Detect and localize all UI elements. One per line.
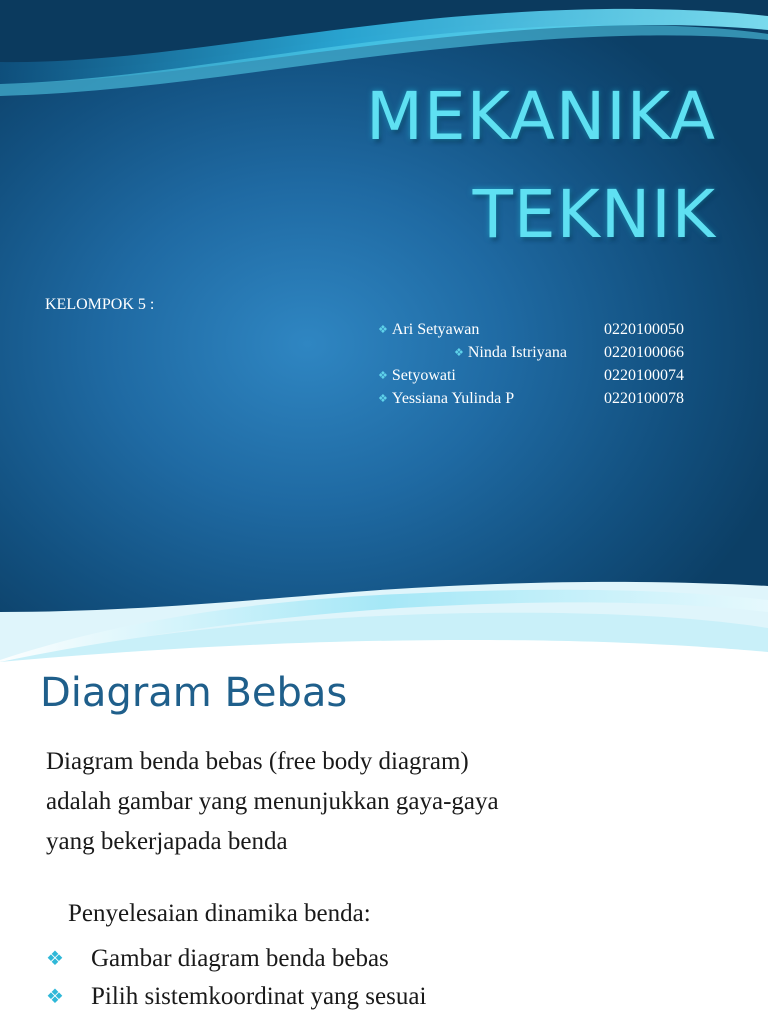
- member-nim: 0220100078: [604, 390, 684, 407]
- description-line-2: adalah gambar yang menunjukkan gaya-gaya: [46, 788, 499, 815]
- member-nim: 0220100050: [604, 321, 684, 338]
- diamond-bullet-icon: ❖: [46, 948, 64, 970]
- list-item: [46, 978, 426, 1016]
- diamond-bullet-icon: ❖: [454, 347, 464, 359]
- member-name: Ari Setyawan: [391, 321, 480, 338]
- step-text: Pilih sistemkoordinat yang sesuai: [91, 983, 427, 1010]
- description-text: [46, 742, 736, 862]
- step-text: Gambar diagram benda bebas: [91, 945, 389, 972]
- member-row: [378, 387, 708, 410]
- member-name: Ninda Istriyana: [467, 344, 567, 361]
- diamond-bullet-icon: ❖: [378, 370, 388, 382]
- member-list: [378, 318, 708, 410]
- list-item: [46, 940, 426, 978]
- member-row: [378, 318, 708, 341]
- member-row: [378, 341, 708, 364]
- slide-heading: Diagram Bebas: [40, 670, 348, 716]
- diamond-bullet-icon: ❖: [378, 324, 388, 336]
- title-line-1: MEKANIKA: [365, 78, 716, 155]
- diamond-bullet-icon: ❖: [378, 393, 388, 405]
- group-label: KELOMPOK 5 :: [45, 296, 155, 313]
- member-name: Yessiana Yulinda P: [391, 390, 515, 407]
- member-nim: 0220100074: [604, 367, 684, 384]
- diamond-bullet-icon: ❖: [46, 986, 64, 1008]
- member-name: Setyowati: [391, 367, 456, 384]
- description-line-1: Diagram benda bebas (free body diagram): [46, 748, 469, 775]
- description-line-3: yang bekerjapada benda: [46, 828, 288, 855]
- content-slide: [0, 662, 768, 1024]
- steps-title: Penyelesaian dinamika benda:: [68, 900, 371, 927]
- member-row: [378, 364, 708, 387]
- member-nim: 0220100066: [604, 344, 684, 361]
- slide-title: [366, 68, 716, 264]
- steps-list: [46, 940, 426, 1016]
- title-line-2: TEKNIK: [472, 176, 716, 253]
